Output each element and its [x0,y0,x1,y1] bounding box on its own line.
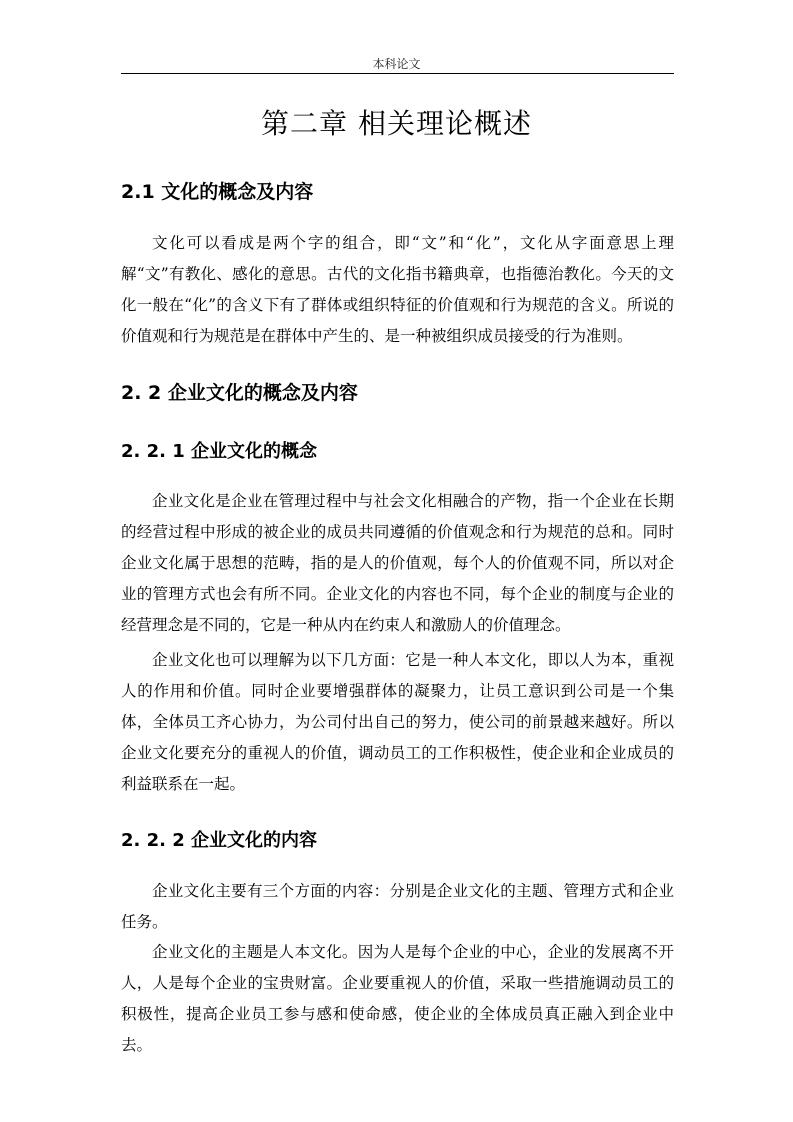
paragraph-corporate-culture-definition: 企业文化是企业在管理过程中与社会文化相融合的产物，指一个企业在长期的经营过程中形成的被企业的成员共同遵循的价值观念和行为规范的总和。同时企业文化属于思想的范畴，指的是人的价值观，每个人的价值观不同，所以对企业的管理方式也会有所不同。企业文化的内容也不同，每个企业的制度与企业的经营理念是不同的，它是一种从内在约束人和激励人的价值理念。 [121,492,674,634]
section-heading-2-1: 2.1 文化的概念及内容 [121,181,314,203]
paragraph-corporate-culture-content: 企业文化主要有三个方面的内容：分别是企业文化的主题、管理方式和企业任务。 [121,882,674,931]
subsection-heading-2-2-2: 2. 2. 2 企业文化的内容 [121,830,318,851]
running-header: 本科论文 [372,57,421,71]
paragraph-corporate-culture-aspects: 企业文化也可以理解为以下几方面：它是一种人本文化，即以人为本，重视人的作用和价值。同时企业要增强群体的凝聚力，让员工意识到公司是一个集体，全体员工齐心协力，为公司付出自己的努力，使公司的前景越来越好。所以企业文化要充分的重视人的价值，调动员工的工作积极性，使企业和企业成员的利益联系在一起。 [121,651,674,793]
paragraph-corporate-culture-theme: 企业文化的主题是人本文化。因为人是每个企业的中心，企业的发展离不开人，人是每个企业的宝贵财富。企业要重视人的价值，采取一些措施调动员工的积极性，提高企业员工参与感和使命感，使企业的全体成员真正融入到企业中去。 [121,943,674,1054]
section-heading-2-2: 2. 2 企业文化的概念及内容 [121,382,358,404]
subsection-heading-2-2-1: 2. 2. 1 企业文化的概念 [121,441,318,462]
header-divider [121,73,674,74]
paragraph-culture-concept: 文化可以看成是两个字的组合，即“文”和“化”，文化从字面意思上理解“文”有教化、感化的意思。古代的文化指书籍典章，也指德治教化。今天的文化一般在“化”的含义下有了群体或组织特征的价值观和行为规范的含义。所说的价值观和行为规范是在群体中产生的、是一种被组织成员接受的行为准则。 [121,234,674,345]
chapter-title: 第二章 相关理论概述 [261,107,532,140]
